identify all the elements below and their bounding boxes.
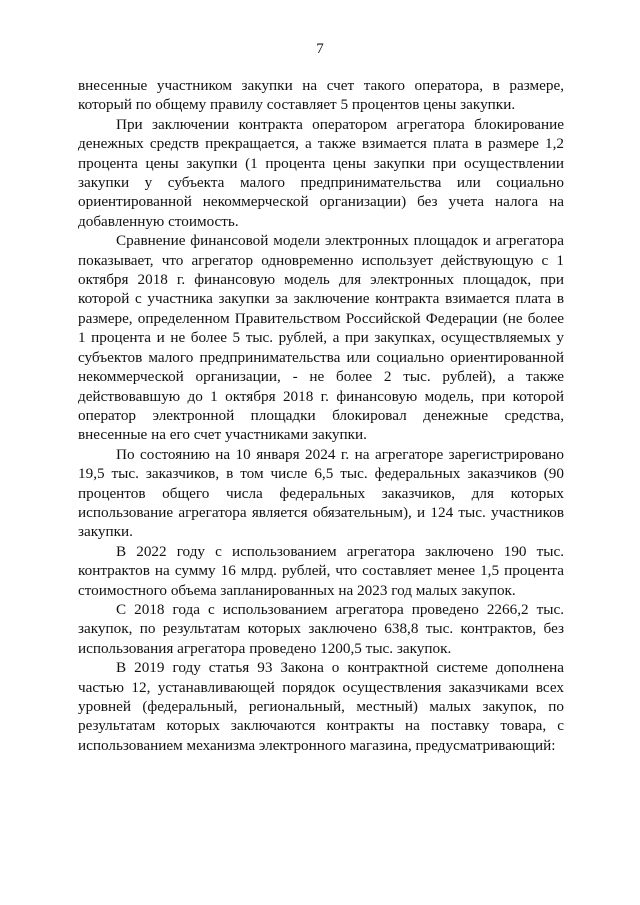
paragraph-2022-contracts: В 2022 году с использованием агрегатора заключено 190 тыс. контрактов на сумму 16 млрд. рублей, что составляет менее 1,5 процента стоимостного объема запланированных на 2023 год малых закупок. bbox=[78, 542, 564, 599]
page-number: 7 bbox=[316, 41, 324, 57]
document-body bbox=[78, 76, 564, 755]
paragraph-financial-model: Сравнение финансовой модели электронных площадок и агрегатора показывает, что агрегатор одновременно использует действующую с 1 октября 2018 г. финансовую модель для электронных площадок, при которой с участника закупки за заключение контракта взимается плата в размере, определенном Правительством Российской Федерации (не более 1 процента и не более 5 тыс. рублей, а при закупках, осуществляемых у субъектов малого предпринимательства или социально ориентированной некоммерческой организации, - не более 2 тыс. рублей), а также действовавшую до 1 октября 2018 г. финансовую модель, при которой оператор электронной площадки блокировал денежные средства, внесенные на его счет участниками закупки. bbox=[78, 232, 564, 444]
paragraph-since-2018: С 2018 года с использованием агрегатора проведено 2266,2 тыс. закупок, по результатам которых заключено 638,8 тыс. контрактов, без использования агрегатора проведено 1200,5 тыс. закупок. bbox=[78, 600, 564, 657]
paragraph-contract-blocking: При заключении контракта оператором агрегатора блокирование денежных средств прекращается, а также взимается плата в размере 1,2 процента цены закупки (1 процента цены закупки при осуществлении закупки у субъекта малого предпринимательства или социально ориентированной некоммерческой организации) без учета налога на добавленную стоимость. bbox=[78, 115, 564, 230]
paragraph-article-93: В 2019 году статья 93 Закона о контрактной системе дополнена частью 12, устанавливающей порядок осуществления заказчиками всех уровней (федеральный, региональный, местный) малых закупок, по результатам которых заключаются контракты на поставку товара, с использованием механизма электронного магазина, предусматривающий: bbox=[78, 659, 564, 754]
paragraph-registration-stats: По состоянию на 10 января 2024 г. на агрегаторе зарегистрировано 19,5 тыс. заказчиков, в том числе 6,5 тыс. федеральных заказчиков (90 процентов общего числа федеральных заказчиков, для которых использование агрегатора является обязательным), и 124 тыс. участников закупки. bbox=[78, 445, 564, 541]
paragraph-continuation: внесенные участником закупки на счет такого оператора, в размере, который по общему правилу составляет 5 процентов цены закупки. bbox=[78, 77, 564, 114]
